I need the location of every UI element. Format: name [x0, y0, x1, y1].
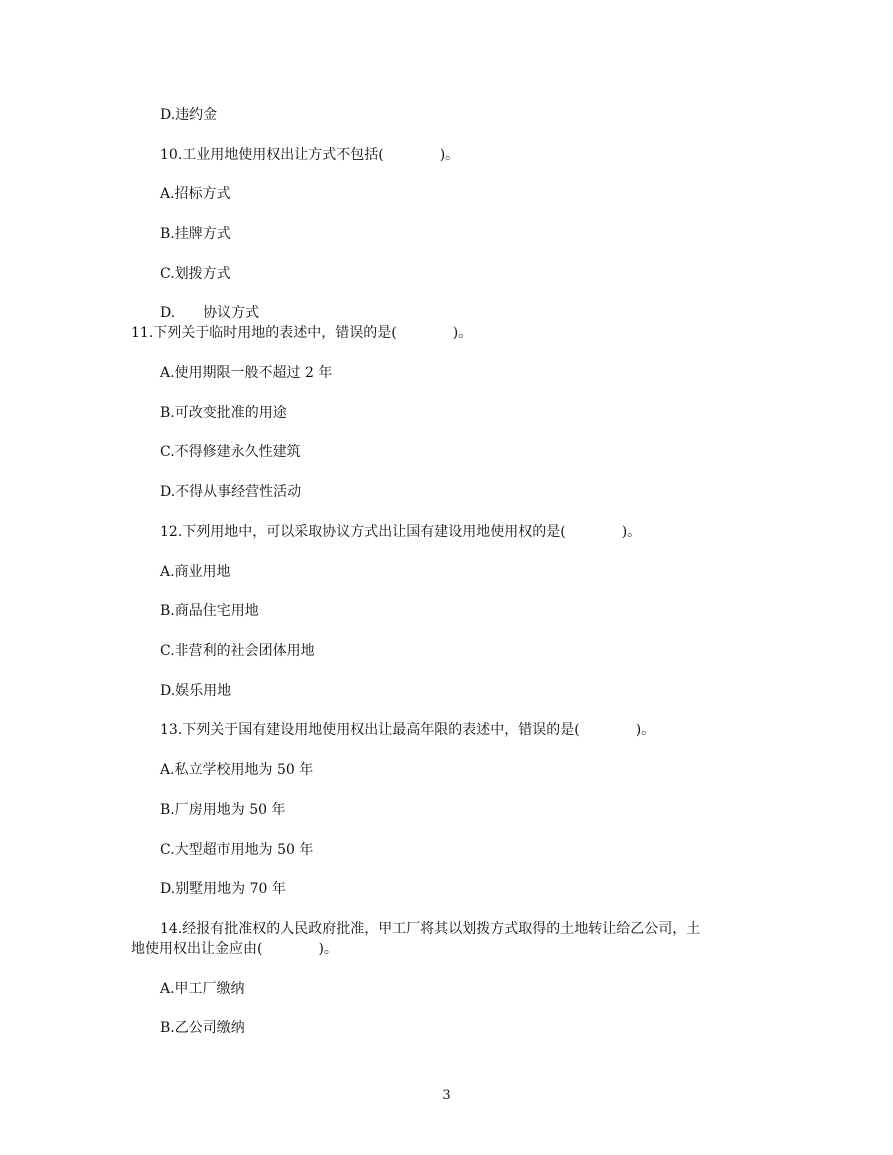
q11-option-d: D.不得从事经营性活动	[160, 484, 302, 500]
q13-option-c: C.大型超市用地为 50 年	[160, 842, 314, 858]
q13-option-b: B.厂房用地为 50 年	[160, 802, 286, 818]
q13-option-a: A.私立学校用地为 50 年	[160, 762, 314, 778]
q12-option-c: C.非营利的社会团体用地	[160, 643, 315, 659]
question-14-line-2: 地使用权出让金应由( )。	[131, 941, 338, 957]
q14-option-a: A.甲工厂缴纳	[160, 981, 245, 997]
question-10: 10.工业用地使用权出让方式不包括( )。	[160, 147, 460, 163]
q11-option-a: A.使用期限一般不超过 2 年	[160, 365, 333, 381]
q9-option-d: D.违约金	[160, 107, 218, 123]
q10-option-c: C.划拨方式	[160, 266, 231, 282]
question-11: 11.下列关于临时用地的表述中，错误的是( )。	[131, 325, 473, 341]
page-number: 3	[442, 1088, 451, 1103]
q12-option-b: B.商品住宅用地	[160, 603, 259, 619]
question-12: 12.下列用地中，可以采取协议方式出让国有建设用地使用权的是( )。	[160, 524, 642, 540]
q12-option-d: D.娱乐用地	[160, 683, 232, 699]
q10-option-d: D. 协议方式	[160, 305, 260, 321]
q11-option-c: C.不得修建永久性建筑	[160, 444, 301, 460]
q10-option-b: B.挂牌方式	[160, 226, 231, 242]
q10-option-a: A.招标方式	[160, 186, 231, 202]
question-13: 13.下列关于国有建设用地使用权出让最高年限的表述中，错误的是( )。	[160, 722, 656, 738]
q11-option-b: B.可改变批准的用途	[160, 405, 287, 421]
question-14-line-1: 14.经报有批准权的人民政府批准，甲工厂将其以划拨方式取得的土地转让给乙公司，土	[160, 921, 701, 937]
q12-option-a: A.商业用地	[160, 564, 231, 580]
q13-option-d: D.别墅用地为 70 年	[160, 881, 286, 897]
q14-option-b: B.乙公司缴纳	[160, 1020, 245, 1036]
